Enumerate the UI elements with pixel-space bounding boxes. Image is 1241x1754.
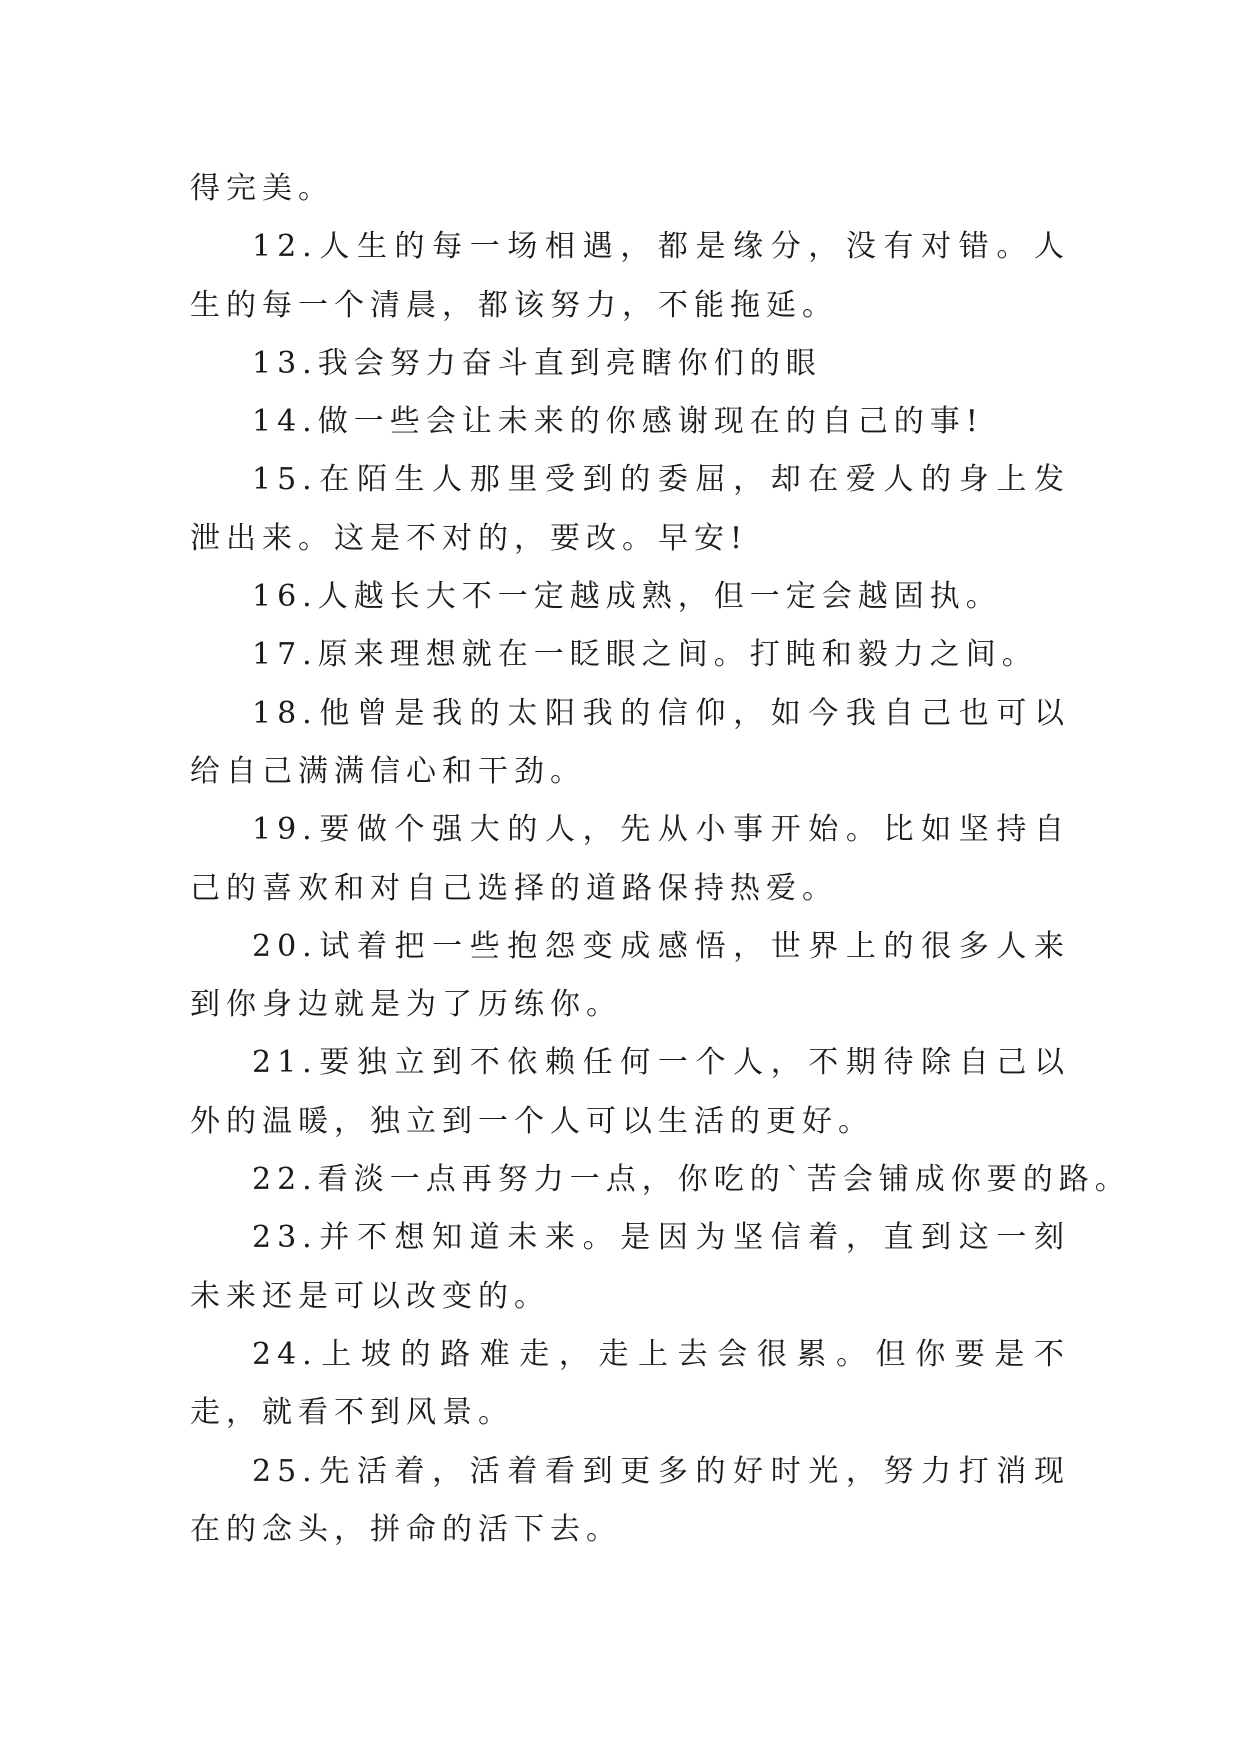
paragraph-25: 25.先活着，活着看到更多的好时光，努力打消现在的念头，拼命的活下去。 — [190, 1453, 1070, 1547]
paragraph-22: 22.看淡一点再努力一点，你吃的`苦会铺成你要的路。 — [252, 1162, 1131, 1198]
paragraph-17: 17.原来理想就在一眨眼之间。打盹和毅力之间。 — [252, 637, 1038, 673]
paragraph-13: 13.我会努力奋斗直到亮瞎你们的眼 — [252, 345, 822, 381]
paragraph-15: 15.在陌生人那里受到的委屈，却在爱人的身上发泄出来。这是不对的，要改。早安! — [190, 462, 1070, 556]
paragraph-continuation: 得完美。 — [190, 171, 334, 206]
paragraph-23: 23.并不想知道未来。是因为坚信着，直到这一刻未来还是可以改变的。 — [190, 1220, 1070, 1314]
paragraph-20: 20.试着把一些抱怨变成感悟，世界上的很多人来到你身边就是为了历练你。 — [190, 928, 1070, 1023]
paragraph-14: 14.做一些会让未来的你感谢现在的自己的事! — [252, 404, 984, 440]
paragraph-21: 21.要独立到不依赖任何一个人，不期待除自己以外的温暖，独立到一个人可以生活的更好。 — [190, 1045, 1070, 1139]
paragraph-16: 16.人越长大不一定越成熟，但一定会越固执。 — [252, 579, 1002, 615]
paragraph-18: 18.他曾是我的太阳我的信仰，如今我自己也可以给自己满满信心和干劲。 — [190, 695, 1070, 789]
paragraph-24: 24.上坡的路难走，走上去会很累。但你要是不走，就看不到风景。 — [190, 1336, 1070, 1431]
paragraph-12: 12.人生的每一场相遇，都是缘分，没有对错。人生的每一个清晨，都该努力，不能拖延。 — [190, 229, 1070, 323]
paragraph-19: 19.要做个强大的人，先从小事开始。比如坚持自己的喜欢和对自己选择的道路保持热爱。 — [190, 812, 1070, 906]
document-body — [190, 160, 1131, 1559]
